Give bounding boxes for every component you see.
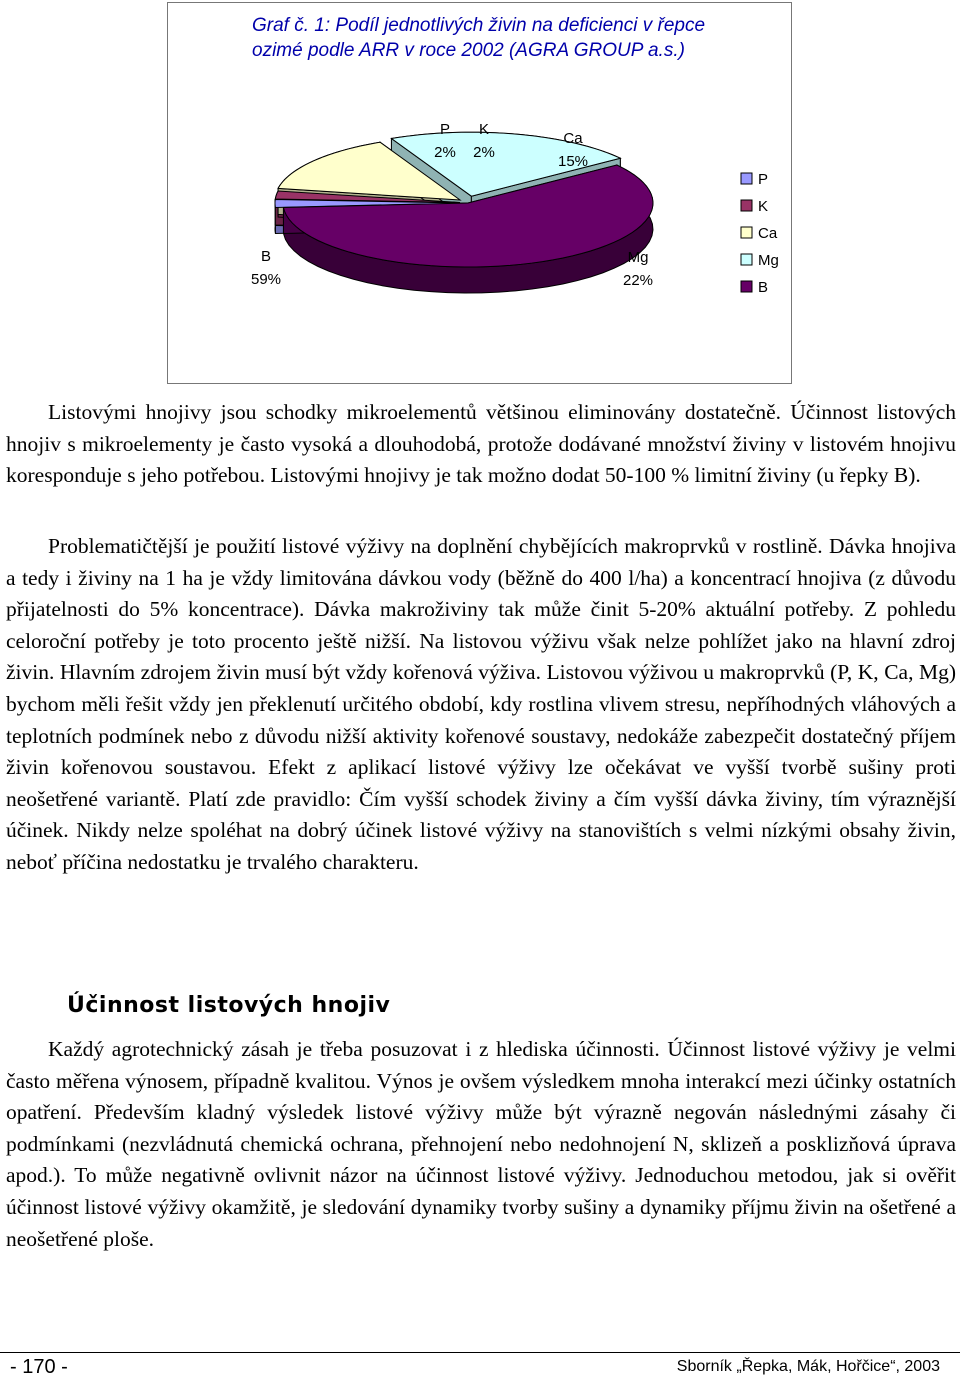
slice-label-k: K	[478, 121, 490, 138]
body-paragraph-3	[6, 1034, 956, 1255]
section-heading: Účinnost listových hnojiv	[67, 993, 391, 1018]
slice-label-ca: Ca	[563, 130, 583, 147]
slice-value-p: 2%	[434, 144, 456, 161]
legend-swatch-mg	[741, 254, 752, 265]
legend-swatch-b	[741, 281, 752, 292]
body-paragraph-1	[6, 397, 956, 492]
legend-swatch-k	[741, 200, 752, 211]
legend-swatch-ca	[741, 227, 752, 238]
slice-value-ca: 15%	[557, 153, 589, 170]
slice-label-b: B	[260, 248, 272, 265]
body-paragraph-2	[6, 531, 956, 879]
legend-label-ca: Ca	[758, 225, 778, 242]
legend-label-p: P	[758, 171, 769, 188]
slice-label-mg: Mg	[627, 249, 649, 266]
paragraph-text: Listovými hnojivy jsou schodky mikroelementů většinou eliminovány dostatečně. Účinnost listových hnojiv s mikroelementy je často vysoká a dlouhodobá, protože dodávané množství živiny v listovém hnojivu koresponduje s jeho potřebou. Listovými hnojivy je tak možno dodat 50-100 % limitní živiny (u řepky B).	[6, 400, 956, 488]
chart-frame	[167, 2, 792, 384]
pie-chart	[168, 3, 791, 383]
slice-value-b: 59%	[250, 271, 282, 288]
page-number: - 170 -	[10, 1356, 68, 1378]
paragraph-text: Každý agrotechnický zásah je třeba posuzovat i z hlediska účinnosti. Účinnost listové výživy je velmi často měřena výnosem, případně kvalitou. Výnos je ovšem výsledkem mnoha interakcí mezi účinky ostatních opatření. Především kladný výsledek listové výživy může být výrazně negován následnými zásahy či podmínkami (nezvládnutá chemická ochrana, přehnojení nebo nedohnojení N, sklizeň a posklizňová úprava apod.). To může negativně ovlivnit názor na účinnost listové výživy. Jednoduchou metodou, jak si ověřit účinnost listové výživy okamžitě, je sledování dynamiky tvorby sušiny a dynamiky příjmu živin na ošetřené a neošetřené ploše.	[6, 1037, 956, 1251]
footer-source: Sborník „Řepka, Mák, Hořčice“, 2003	[676, 1358, 940, 1375]
legend-label-k: K	[758, 198, 769, 215]
legend-swatch-p	[741, 173, 752, 184]
legend-label-mg: Mg	[758, 252, 779, 269]
footer-divider	[0, 1352, 960, 1353]
chart-title: Graf č. 1: Podíl jednotlivých živin na deficienci v řepce ozimé podle ARR v roce 2002 (AGRA GROUP a.s.)	[252, 15, 706, 61]
slice-value-mg: 22%	[622, 272, 654, 289]
slice-label-p: P	[439, 121, 451, 138]
paragraph-text: Problematičtější je použití listové výživy na doplnění chybějících makroprvků v rostlině. Dávka hnojiva a tedy i živiny na 1 ha je vždy limitována dávkou vody (běžně do 400 l/ha) a koncentrací hnojiva (z důvodu přijatelnosti do 5% koncentrace). Dávka makroživiny tak může činit 5-20% aktuální potřeby. Z pohledu celoroční potřeby je toto procento ještě nižší. Na listovou výživu však nelze pohlížet jako na hlavní zdroj živin. Hlavním zdrojem živin musí být vždy kořenová výživa. Listovou výživou u makroprvků (P, K, Ca, Mg) bychom měli řešit vždy jen překlenutí určitého období, kdy rostlina vlivem stresu, nepříhodných vláhových a teplotních podmínek nebo z důvodu nižší aktivity kořenové soustavy, nedokáže zabezpečit dostatečný příjem živin kořenovou soustavou. Efekt z aplikací listové výživy lze očekávat ve vyšší tvorbě sušiny proti neošetřené variantě. Platí zde pravidlo: Čím vyšší schodek živiny a čím vyšší dávka živiny, tím výraznější účinek. Nikdy nelze spoléhat na dobrý účinek listové výživy na stanovištích s velmi nízkými obsahy živin, neboť příčina nedostatku je trvalého charakteru.	[6, 534, 956, 874]
legend-label-b: B	[758, 279, 769, 296]
slice-value-k: 2%	[473, 144, 495, 161]
